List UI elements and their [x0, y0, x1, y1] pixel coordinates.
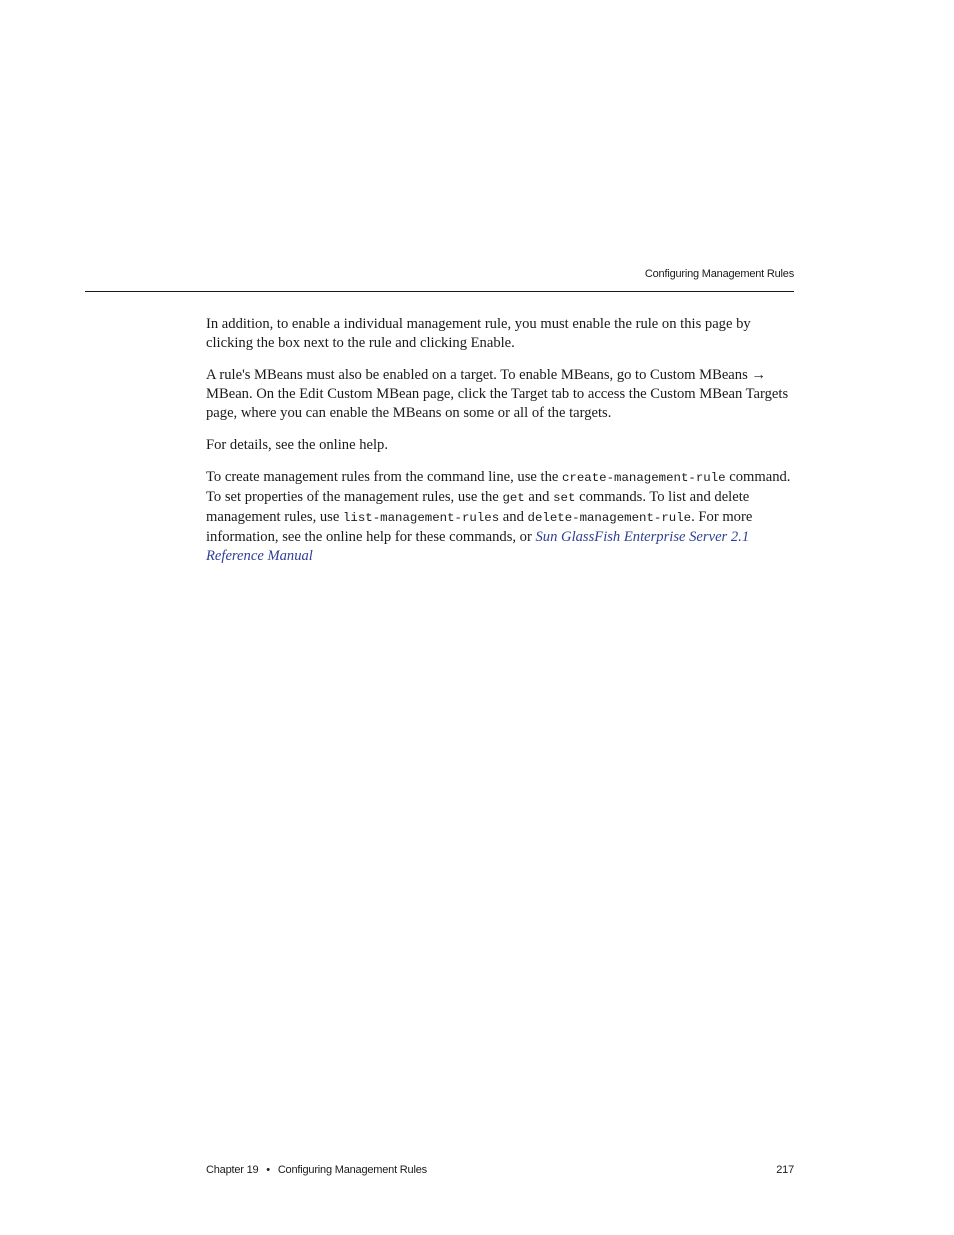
- page-footer: [206, 1164, 794, 1176]
- command-create-management-rule: create-management-rule: [562, 471, 726, 485]
- page-number: 217: [776, 1164, 794, 1176]
- command-delete-management-rule: delete-management-rule: [527, 511, 692, 525]
- paragraph-enable-mbeans: A rule's MBeans must also be enabled on a target. To enable MBeans, go to Custom MBeans → MBean. On the Edit Custom MBean page, click the Target tab to access the Custom MBean Targets page, where you can enable the MBeans on some or all of the targets.: [206, 367, 789, 421]
- text-segment: To create management rules from the command line, use the: [206, 469, 562, 485]
- text-segment: and: [499, 509, 528, 525]
- reference-manual-link[interactable]: Sun GlassFish Enterprise Server 2.1 Reference Manual: [206, 529, 750, 564]
- text-segment: . For more information, see the online help for these commands, or: [206, 509, 753, 545]
- text-segment: commands. To list and delete management rules, use: [206, 489, 750, 525]
- footer-bullet: •: [266, 1164, 270, 1176]
- command-list-management-rules: list-management-rules: [342, 511, 500, 525]
- text-segment: and: [524, 489, 554, 505]
- footer-chapter: Chapter 19: [206, 1164, 259, 1176]
- footer-chapter-title: Configuring Management Rules: [277, 1164, 427, 1176]
- command-get: get: [502, 491, 525, 505]
- text-segment: command. To set properties of the management rules, use the: [206, 469, 791, 505]
- header-divider: [85, 291, 794, 292]
- running-header: Configuring Management Rules: [644, 268, 794, 280]
- paragraph-details: For details, see the online help.: [206, 437, 388, 453]
- paragraph-enable-rule: In addition, to enable a individual management rule, you must enable the rule on this page by clicking the box next to the rule and clicking Enable.: [206, 316, 751, 351]
- command-set: set: [553, 491, 576, 505]
- page-body: [206, 315, 794, 579]
- paragraph-command-line: [206, 468, 794, 566]
